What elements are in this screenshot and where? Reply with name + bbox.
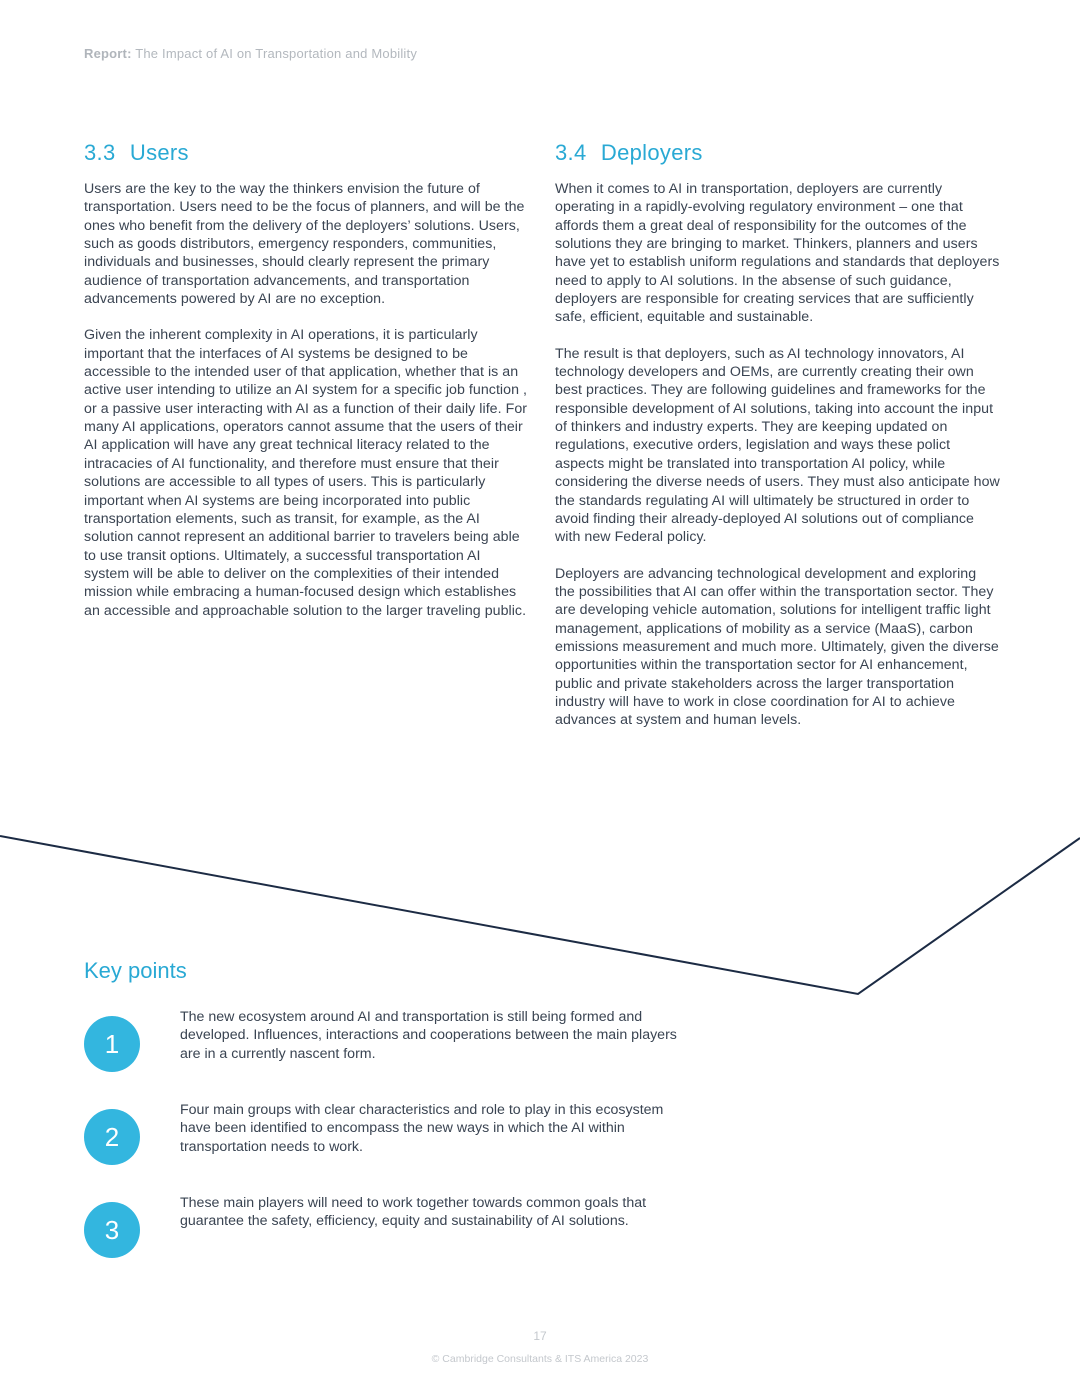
key-point-item bbox=[84, 1102, 684, 1169]
paragraph: The result is that deployers, such as AI technology innovators, AI technology developers and OEMs, are currently creating their own best practices. They are following guidelines and frameworks for the responsible development of AI solutions, taking into account the input of thinkers and industry experts. They are keeping updated on regulations, executive orders, legislation and ways these polict aspects might be translated into transportation AI policy, while considering the diverse needs of users. They must also anticipate how the standards regulating AI will ultimately be structured in order to avoid finding their already-deployed AI solutions out of compliance with new Federal policy. bbox=[555, 345, 1000, 546]
header-label: Report: bbox=[84, 46, 132, 61]
key-point-number-badge: 3 bbox=[84, 1202, 140, 1258]
key-point-text: These main players will need to work together towards common goals that guarantee the safety, efficiency, equity and sustainability of AI solutions. bbox=[180, 1195, 647, 1230]
key-point-text: The new ecosystem around AI and transportation is still being formed and developed. Influences, interactions and cooperations between the main players are in a currently nascent form. bbox=[180, 1009, 677, 1062]
copyright: © Cambridge Consultants & ITS America 2023 bbox=[431, 1353, 649, 1365]
paragraph: When it comes to AI in transportation, deployers are currently operating in a rapidly-evolving regulatory environment – one that affords them a great deal of responsibility for the outcomes of the solutions they are bringing to market. Thinkers, planners and users have yet to establish uniform regulations and standards that deployers need to apply to AI solutions. In the absense of such guidance, deployers are responsible for creating services that are sufficiently safe, efficient, equitable and sustainable. bbox=[555, 181, 1000, 326]
section-number: 3.4 bbox=[555, 140, 587, 165]
key-point-number-badge: 1 bbox=[84, 1016, 140, 1072]
section-title: Users bbox=[129, 140, 189, 165]
header-title: The Impact of AI on Transportation and Mobility bbox=[135, 46, 418, 61]
key-point-number-badge: 2 bbox=[84, 1109, 140, 1165]
section-number: 3.3 bbox=[84, 140, 116, 165]
section-title: Deployers bbox=[600, 140, 703, 165]
key-points-heading: Key points bbox=[84, 958, 187, 983]
key-point-item bbox=[84, 1009, 684, 1076]
paragraph: Users are the key to the way the thinkers envision the future of transportation. Users need to be the focus of planners, and will be the ones who benefit from the delivery of the deployers’ solutions. Users, such as goods distributors, emergency responders, communities, individuals and businesses, should clearly represent the primary audience of transportation advancements, and transportation advancements powered by AI are no exception. bbox=[84, 181, 525, 308]
paragraph: Deployers are advancing technological development and exploring the possibilities that AI can offer within the transportation sector. They are developing vehicle automation, solutions for intelligent traffic light management, applications of mobility as a service (MaaS), carbon emissions measurement and much more. Ultimately, given the diverse opportunities within the transportation sector for AI enhancement, public and private stakeholders across the larger transportation industry will have to work in close coordination for AI to achieve advances at system and human levels. bbox=[555, 565, 999, 729]
paragraph: Given the inherent complexity in AI operations, it is particularly important that the interfaces of AI systems be designed to be accessible to the intended user of that application, whether that is an active user intending to utilize an AI system for a specific job function , or a passive user interacting with AI as a function of their daily life. For many AI applications, operators cannot assume that the users of their AI application will have any great technical literacy related to the intracacies of AI functionality, and therefore must ensure that their solutions are accessible to all types of users. This is particularly important when AI systems are being incorporated into public transportation elements, such as transit, for example, as the AI solution cannot represent an additional barrier to travelers being able to use transit options. Ultimately, a successful transportation AI system will be able to deliver on the complexities of their intended mission while embracing a human-focused design which establishes an accessible and approachable solution to the larger traveling public. bbox=[84, 327, 528, 619]
key-point-item bbox=[84, 1195, 684, 1262]
key-point-text: Four main groups with clear characteristics and role to play in this ecosystem have been identified to encompass the new ways in which the AI within transportation needs to work. bbox=[180, 1102, 664, 1155]
page-number: 17 bbox=[533, 1329, 547, 1343]
